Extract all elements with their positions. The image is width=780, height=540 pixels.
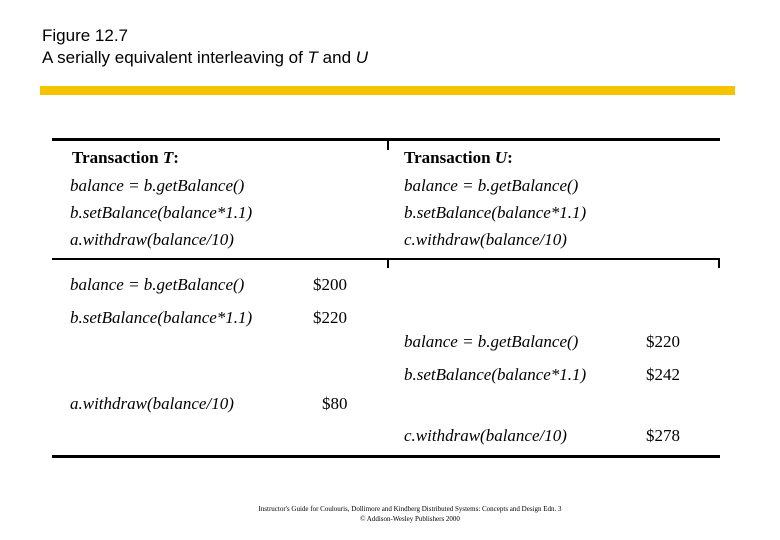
right-edge-mark [718,258,720,268]
subtitle-and: and [317,48,356,67]
u-step-2-value: $242 [646,365,680,384]
t-step-2-value: $220 [313,308,347,327]
table-top-rule [52,138,720,141]
transaction-t-op-3: a.withdraw(balance/10) [70,230,234,249]
transaction-t-heading [72,148,179,168]
column-divider-top [387,138,389,150]
transaction-u-heading [404,148,513,168]
transaction-t-op-1: balance = b.getBalance() [70,176,245,195]
header-bottom-rule [52,258,720,260]
transaction-u-var: U [494,148,508,167]
transaction-u-op-2: b.setBalance(balance*1.1) [404,203,587,222]
t-step-3-op: a.withdraw(balance/10) [70,394,234,413]
transaction-t-op-2: b.setBalance(balance*1.1) [70,203,253,222]
footer-line-1: Instructor's Guide for Coulouris, Dollimore and Kindberg Distributed Systems: Concepts and Design Edn. 3 [258,505,562,513]
transaction-u-heading-suffix: : [507,148,513,167]
footer-line-2: © Addison-Wesley Publishers 2000 [360,515,460,523]
footer-credit [230,504,590,524]
figure-title: Figure 12.7 [42,26,128,45]
transaction-t-var: T [162,148,174,167]
transaction-u-heading-prefix: Transaction [404,148,495,167]
t-step-3-value: $80 [322,394,348,413]
subtitle-prefix: A serially equivalent interleaving of [42,48,308,67]
transaction-t-heading-prefix: Transaction [72,148,163,167]
column-divider-mid [387,258,389,268]
transaction-u-op-1: balance = b.getBalance() [404,176,579,195]
accent-bar [40,86,735,95]
t-step-1-value: $200 [313,275,347,294]
u-step-1-op: balance = b.getBalance() [404,332,579,351]
figure-subtitle [42,48,368,68]
transaction-u-op-3: c.withdraw(balance/10) [404,230,567,249]
u-step-3-op: c.withdraw(balance/10) [404,426,567,445]
t-step-1-op: balance = b.getBalance() [70,275,245,294]
u-step-3-value: $278 [646,426,680,445]
u-step-2-op: b.setBalance(balance*1.1) [404,365,587,384]
transaction-t-heading-suffix: : [173,148,179,167]
subtitle-u: U [355,48,369,67]
t-step-2-op: b.setBalance(balance*1.1) [70,308,253,327]
table-bottom-rule [52,455,720,458]
u-step-1-value: $220 [646,332,680,351]
subtitle-t: T [307,48,318,67]
